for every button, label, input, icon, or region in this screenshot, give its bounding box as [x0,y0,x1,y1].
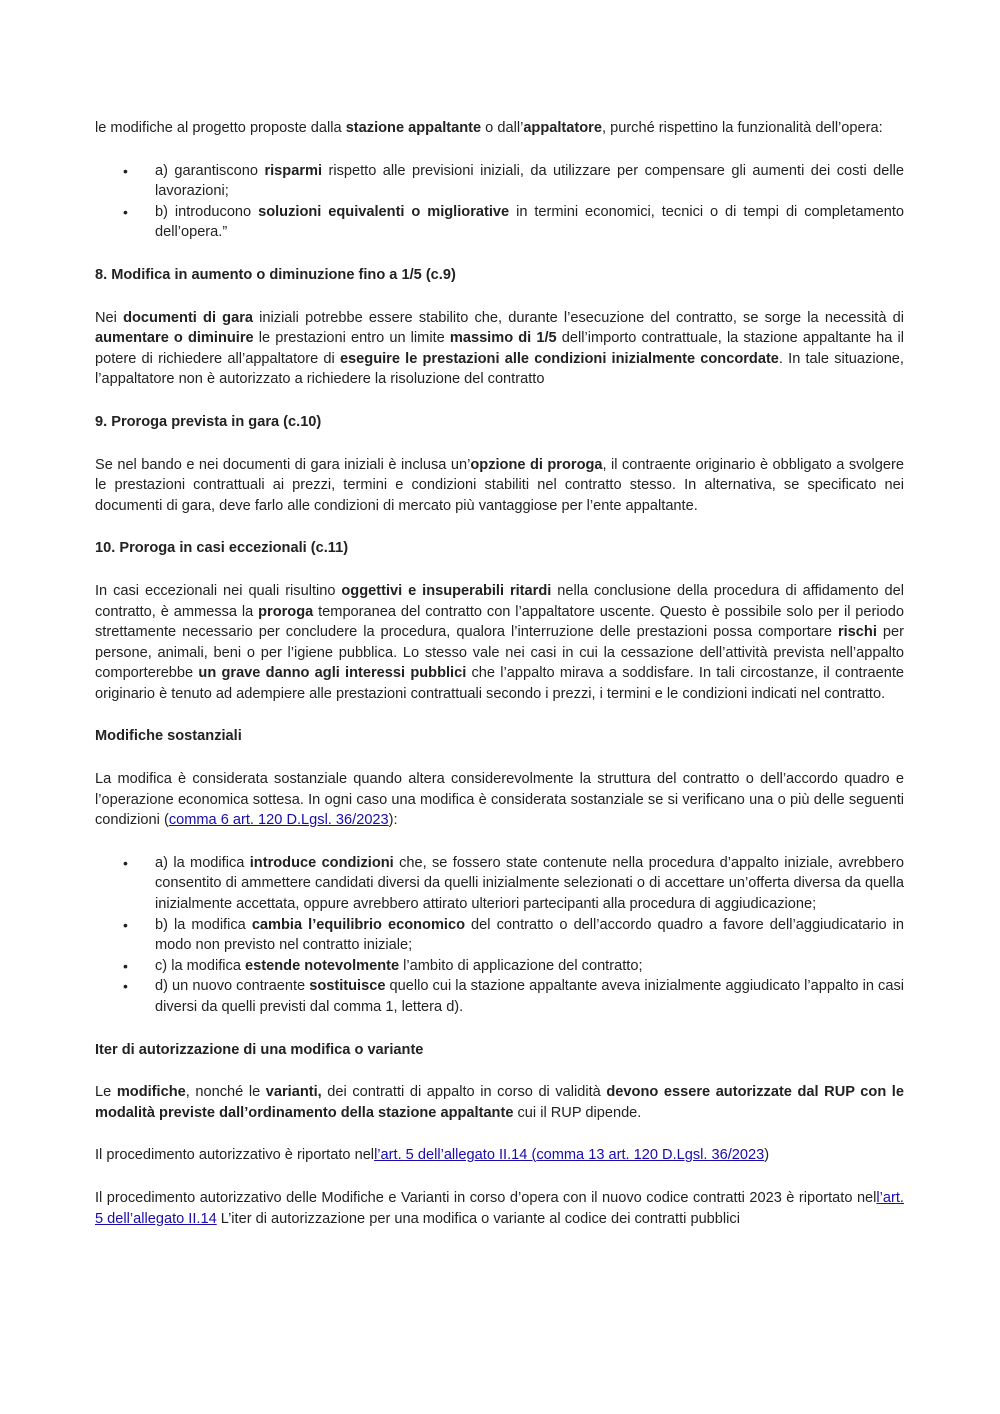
list-item: • a) la modifica introduce condizioni che, se fossero state contenute nella procedura d’appalto iniziale, avrebbero consentito di ammettere candidati diversi da quelli inizialmente selezionati o di accettare un’offerta diversa da quella inizialmente accettata, oppure avrebbero attirato ulteriori partecipanti alla procedura di aggiudicazione; [95,853,904,915]
section-heading-10: 10. Proroga in casi eccezionali (c.11) [95,540,349,557]
section-8-paragraph: Nei documenti di gara iniziali potrebbe essere stabilito che, durante l’esecuzione del contratto, se sorge la necessità di aumentare o diminuire le prestazioni entro un limite massimo di 1/5 dell’importo contrattuale, la stazione appaltante ha il potere di richiedere all’appaltatore di eseguire le prestazioni alle condizioni inizialmente concordate. In tale situazione, l’appaltatore non è autorizzato a richiedere la risoluzione del contratto [95,309,905,388]
section-10-paragraph: In casi eccezionali nei quali risultino oggettivi e insuperabili ritardi nella conclusione della procedura di affidamento del contratto, è ammessa la proroga temporanea del contratto con l’appaltatore uscente. Questo è possibile solo per il periodo strettamente necessario per concludere la procedura, qualora l’interruzione delle prestazioni possa comportare rischi per persone, animali, beni o per l’igiene pubblica. Lo stesso vale nei casi in cui la cessazione dell’attività prevista nell’appalto comporterebbe un grave danno agli interessi pubblici che l’appalto mirava a soddisfare. In tali circostanze, il contraente originario è tenuto ad adempiere alle prestazioni contrattuali secondo i prezzi, i termini e le condizioni indicati nel contratto. [95,582,904,702]
modifiche-sostanziali-paragraph: La modifica è considerata sostanziale quando altera considerevolmente la struttura del contratto o dell’accordo quadro e l’operazione economica sottesa. In ogni caso una modifica è considerata sostanziale se si verificano una o più delle seguenti condizioni (comma 6 art. 120 D.Lgsl. 36/2023): [95,771,904,829]
section-heading-9: 9. Proroga prevista in gara (c.10) [95,413,322,430]
allegato-link[interactable]: l’art. 5 dell’allegato II.14 ( [374,1147,537,1164]
procedimento-paragraph-1: Il procedimento autorizzativo è riportato nell’art. 5 dell’allegato II.14 (comma 13 art. 120 D.Lgsl. 36/2023) [95,1147,770,1164]
section-9-paragraph: Se nel bando e nei documenti di gara iniziali è inclusa un’opzione di proroga, il contraente originario è obbligato a svolgere le prestazioni contrattuali ai prezzi, termini e condizioni stabiliti nel contratto stesso. In alternativa, se specificato nei documenti di gara, deve farlo alle condizioni di mercato più vantaggiose per l’ente appaltante. [95,456,904,514]
list-item: • b) introducono soluzioni equivalenti o migliorative in termini economici, tecnici o di tempi di completamento dell’opera.” [95,202,904,243]
allegato-link-2[interactable]: l’art. 5 dell’allegato II.14 [95,1189,904,1227]
procedimento-paragraph-2: Il procedimento autorizzativo delle Modifiche e Varianti in corso d’opera con il nuovo codice contratti 2023 è riportato nell’art. 5 dell’allegato II.14 L’iter di autorizzazione per una modifica o variante al codice dei contratti pubblici [95,1189,904,1227]
conditions-list [95,853,904,1018]
iter-paragraph: Le modifiche, nonché le varianti, dei contratti di appalto in corso di validità devono essere autorizzate dal RUP con le modalità previste dall’ordinamento della stazione appaltante cui il RUP dipende. [95,1084,904,1121]
intro-paragraph: le modifiche al progetto proposte dalla stazione appaltante o dall’appaltatore, purché rispettino la funzionalità dell’opera: [95,120,883,136]
savings-list [95,161,904,243]
section-heading-modifiche-sostanziali: Modifiche sostanziali [95,728,242,745]
section-heading-iter: Iter di autorizzazione di una modifica o variante [95,1041,424,1058]
comma-13-link[interactable]: comma 13 art. 120 D.Lgsl. 36/2023 [536,1147,765,1164]
comma-6-link[interactable]: comma 6 art. 120 D.Lgsl. 36/2023 [168,812,389,829]
list-item: • a) garantiscono risparmi rispetto alle previsioni iniziali, da utilizzare per compensare gli aumenti dei costi delle lavorazioni; [95,161,904,202]
list-item: • c) la modifica estende notevolmente l’ambito di applicazione del contratto; [95,956,904,977]
section-heading-8: 8. Modifica in aumento o diminuzione fino a 1/5 (c.9) [95,266,456,283]
document-page [95,118,904,1229]
list-item: • d) un nuovo contraente sostituisce quello cui la stazione appaltante aveva inizialmente aggiudicato l’appalto in casi diversi da quelli previsti dal comma 1, lettera d). [95,976,904,1017]
list-item: • b) la modifica cambia l’equilibrio economico del contratto o dell’accordo quadro a favore dell’aggiudicatario in modo non previsto nel contratto iniziale; [95,915,904,956]
